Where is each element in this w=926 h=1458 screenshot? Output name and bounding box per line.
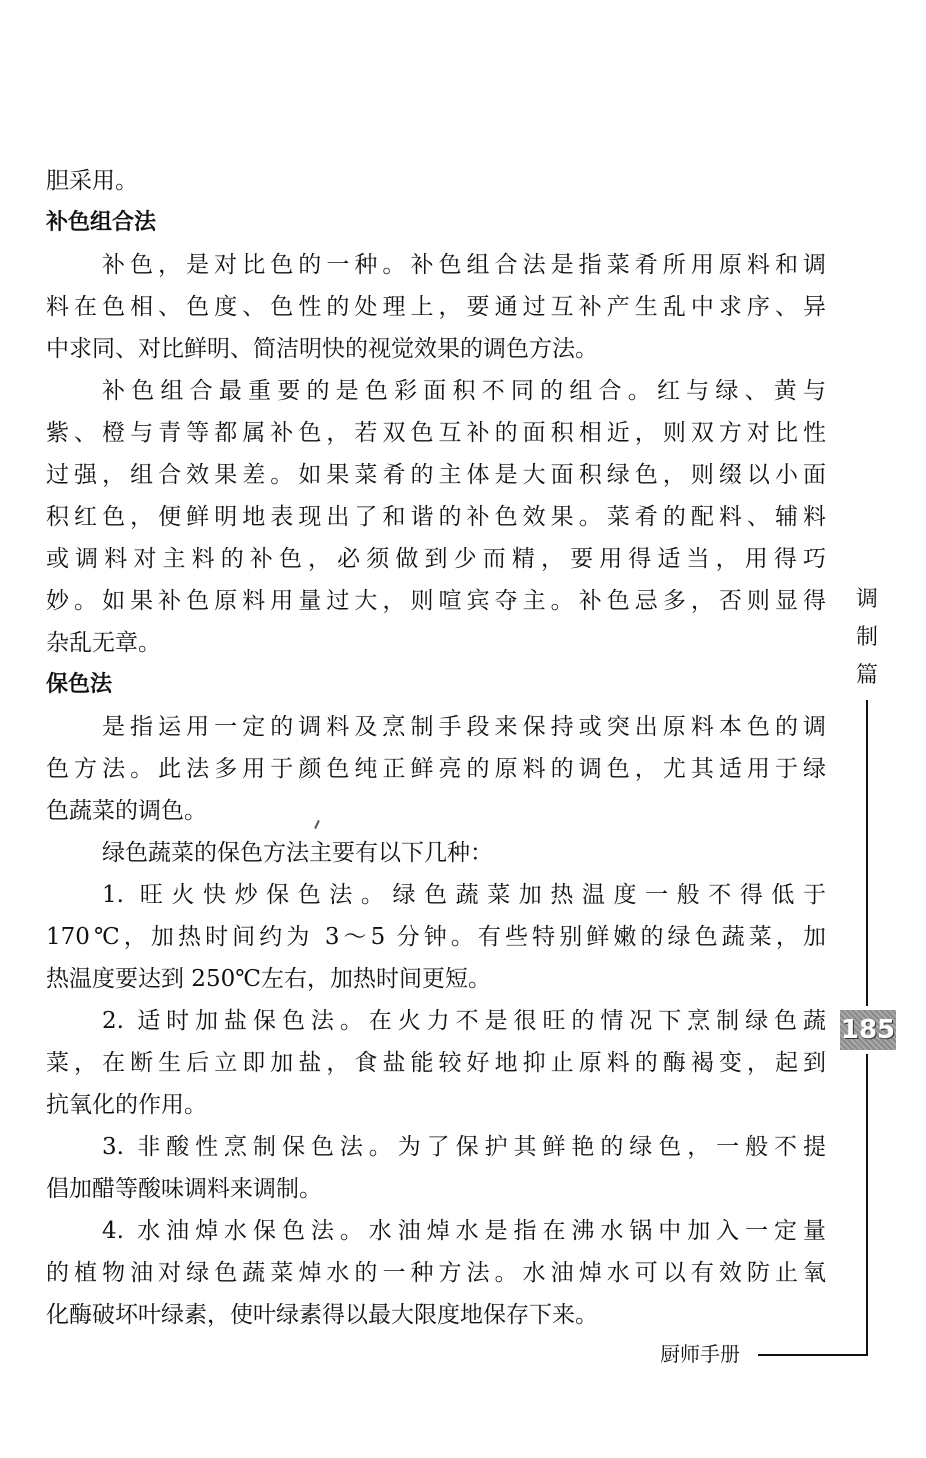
sidebar-section-char: 篇	[855, 663, 878, 688]
paragraph-line: 料在色相、色度、色性的处理上，要通过互补产生乱中求序、异	[46, 294, 826, 320]
list-item-line: 1. 旺火快炒保色法。绿色蔬菜加热温度一般不得低于	[102, 882, 826, 908]
list-item-line: 3. 非酸性烹制保色法。为了保护其鲜艳的绿色，一般不提	[102, 1134, 826, 1160]
paragraph-line: 补色组合最重要的是色彩面积不同的组合。红与绿、黄与	[102, 378, 826, 404]
list-item-line: 的植物油对绿色蔬菜焯水的一种方法。水油焯水可以有效防止氧	[46, 1260, 826, 1286]
footer-rule	[758, 1354, 868, 1356]
paragraph-line: 妙。如果补色原料用量过大，则喧宾夺主。补色忌多，否则显得	[46, 588, 826, 614]
list-item-line: 化酶破坏叶绿素，使叶绿素得以最大限度地保存下来。	[46, 1302, 598, 1328]
list-item-line: 热温度要达到 250℃左右，加热时间更短。	[46, 966, 491, 992]
paragraph-line: 中求同、对比鲜明、简洁明快的视觉效果的调色方法。	[46, 336, 598, 362]
paragraph-line: 杂乱无章。	[46, 630, 161, 656]
section-heading-complementary-color: 补色组合法	[46, 210, 157, 235]
paragraph-line: 色方法。此法多用于颜色纯正鲜亮的原料的调色，尤其适用于绿	[46, 756, 826, 782]
sidebar-section-char: 制	[855, 625, 878, 650]
list-item-line: 抗氧化的作用。	[46, 1092, 207, 1118]
paragraph-line: 绿色蔬菜的保色方法主要有以下几种：	[102, 840, 493, 866]
paragraph-line: 积红色，便鲜明地表现出了和谐的补色效果。菜肴的配料、辅料	[46, 504, 826, 530]
paragraph-line: 或调料对主料的补色，必须做到少而精，要用得适当，用得巧	[46, 546, 826, 572]
footer-book-title: 厨师手册	[660, 1342, 740, 1366]
list-item-line: 2. 适时加盐保色法。在火力不是很旺的情况下烹制绿色蔬	[102, 1008, 826, 1034]
section-heading-color-preservation: 保色法	[46, 672, 113, 697]
sidebar-rule-lower	[866, 1054, 868, 1356]
paragraph-line: 紫、橙与青等都属补色，若双色互补的面积相近，则双方对比性	[46, 420, 826, 446]
paragraph-line: 过强，组合效果差。如果菜肴的主体是大面积绿色，则缀以小面	[46, 462, 826, 488]
paragraph-line: 胆采用。	[46, 168, 138, 194]
list-item-line: 4. 水油焯水保色法。水油焯水是指在沸水锅中加入一定量	[102, 1218, 826, 1244]
sidebar-section-char: 调	[855, 587, 878, 612]
paragraph-line: 是指运用一定的调料及烹制手段来保持或突出原料本色的调	[102, 714, 826, 740]
body-text	[46, 160, 826, 1336]
list-item-line: 菜，在断生后立即加盐，食盐能较好地抑止原料的酶褐变，起到	[46, 1050, 826, 1076]
list-item-line: 170℃，加热时间约为 3～5 分钟。有些特别鲜嫩的绿色蔬菜，加	[46, 924, 826, 950]
paragraph-line: 色蔬菜的调色。	[46, 798, 207, 824]
page-number-badge: 185	[840, 1010, 896, 1050]
sidebar-rule-upper	[866, 700, 868, 1006]
list-item-line: 倡加醋等酸味调料来调制。	[46, 1176, 322, 1202]
paragraph-line: 补色，是对比色的一种。补色组合法是指菜肴所用原料和调	[102, 252, 826, 278]
